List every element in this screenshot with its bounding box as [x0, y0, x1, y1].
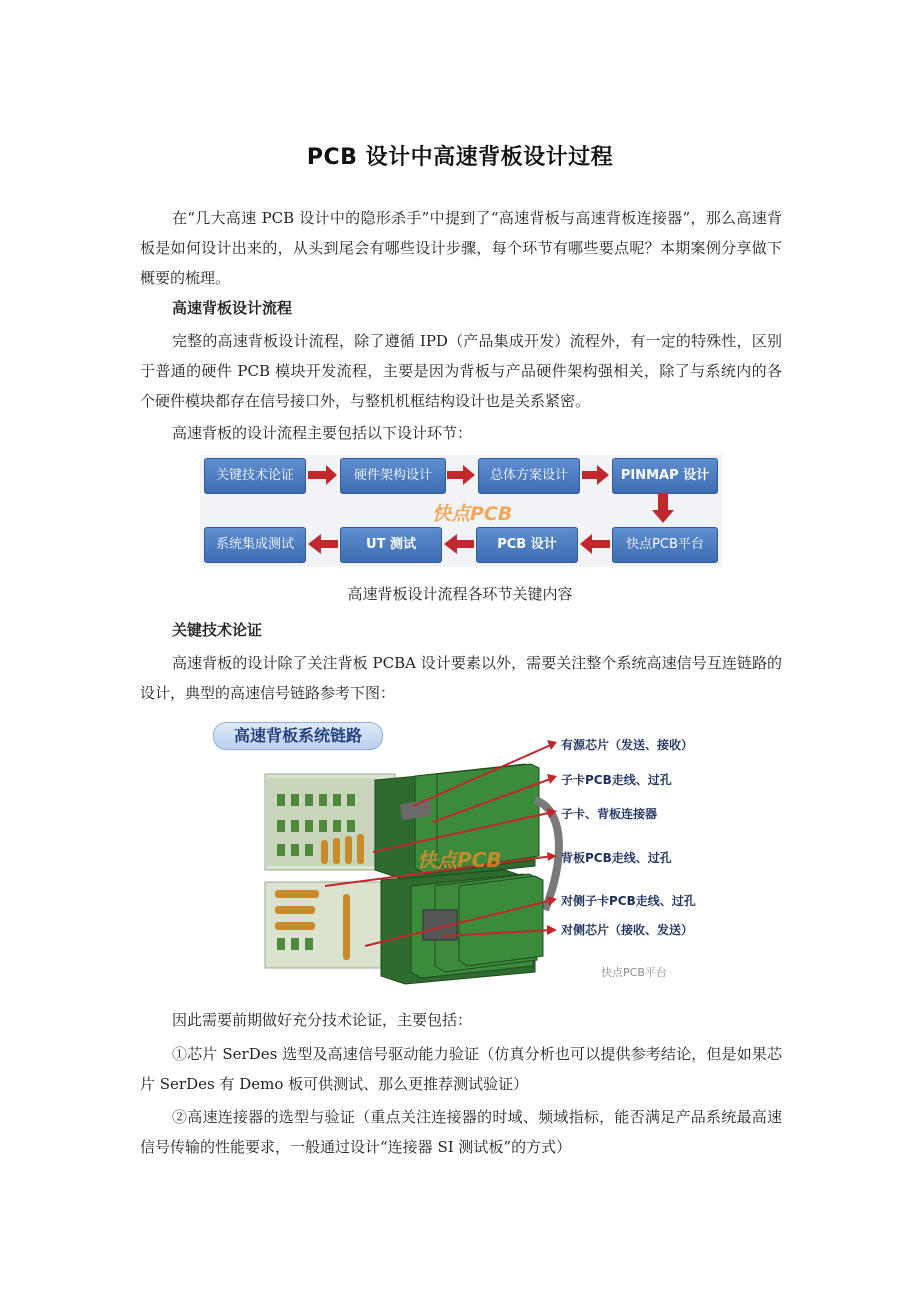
document-title: PCB 设计中高速背板设计过程 [306, 145, 614, 170]
design-flow-diagram [200, 455, 722, 567]
arrow-left-3 [308, 534, 338, 554]
flow-watermark: 快点PCB [432, 503, 513, 525]
figure-title: 高速背板系统链路 [213, 722, 383, 750]
flow-box-key-tech: 关键技术论证 [204, 458, 306, 494]
callout-connector: 子卡、背板连接器 [561, 807, 658, 821]
arrow-right-3 [582, 465, 609, 485]
callout-daughter-trace: 子卡PCB走线、过孔 [561, 773, 672, 787]
section-heading-flow: 高速背板设计流程 [172, 299, 293, 317]
verification-item-1: ①芯片 SerDes 选型及高速信号驱动能力验证（仿真分析也可以提供参考结论，但是如果芯片 SerDes 有 Demo 板可供测试、那么更推荐测试验证） [140, 1045, 782, 1093]
flow-intro-paragraph: 高速背板的设计流程主要包括以下设计环节： [172, 424, 473, 442]
arrow-down [652, 493, 674, 523]
callout-opposite-chip: 对侧芯片（接收、发送） [561, 923, 694, 937]
flow-caption: 高速背板设计流程各环节关键内容 [347, 585, 573, 603]
flow-box-overall-plan: 总体方案设计 [478, 458, 580, 494]
arrow-right-2 [447, 465, 475, 485]
key-tech-paragraph: 高速背板的设计除了关注背板 PCBA 设计要素以外，需要关注整个系统高速信号互连链路的设计，典型的高速信号链路参考下图： [140, 654, 782, 702]
figure-credit: 快点PCB平台 [601, 966, 667, 979]
intro-paragraph: 在“几大高速 PCB 设计中的隐形杀手”中提到了“高速背板与高速背板连接器”，那么高速背板是如何设计出来的，从头到尾会有哪些设计步骤，每个环节有哪些要点呢？本期案例分享做下概要的梳理。 [140, 209, 782, 287]
flow-box-pinmap: PINMAP 设计 [612, 458, 718, 494]
backplane-link-figure [205, 710, 725, 992]
flow-box-platform: 快点PCB平台 [612, 527, 718, 563]
flow-description-paragraph: 完整的高速背板设计流程，除了遵循 IPD（产品集成开发）流程外，有一定的特殊性，区别于普通的硬件 PCB 模块开发流程，主要是因为背板与产品硬件架构强相关，除了与系统内的各个硬件模块都存在信号接口外，与整机机框结构设计也是关系紧密。 [140, 332, 782, 410]
verification-item-2: ②高速连接器的选型与验证（重点关注连接器的时域、频域指标，能否满足产品系统最高速信号传输的性能要求，一般通过设计“连接器 SI 测试板”的方式） [140, 1108, 782, 1156]
flow-box-sys-integration: 系统集成测试 [204, 527, 306, 563]
section-heading-key-tech: 关键技术论证 [172, 621, 263, 639]
callout-active-chip: 有源芯片（发送、接收） [561, 738, 694, 752]
figure-watermark: 快点PCB [417, 848, 502, 872]
flow-box-pcb-design: PCB 设计 [476, 527, 578, 563]
verification-intro-paragraph: 因此需要前期做好充分技术论证，主要包括： [172, 1011, 473, 1029]
callout-opposite-trace: 对侧子卡PCB走线、过孔 [561, 894, 696, 908]
arrow-right-1 [308, 465, 337, 485]
callout-backplane-trace: 背板PCB走线、过孔 [561, 851, 672, 865]
flow-box-hw-arch: 硬件架构设计 [340, 458, 446, 494]
arrow-left-1 [580, 534, 610, 554]
flow-box-ut-test: UT 测试 [340, 527, 442, 563]
arrow-left-2 [444, 534, 474, 554]
